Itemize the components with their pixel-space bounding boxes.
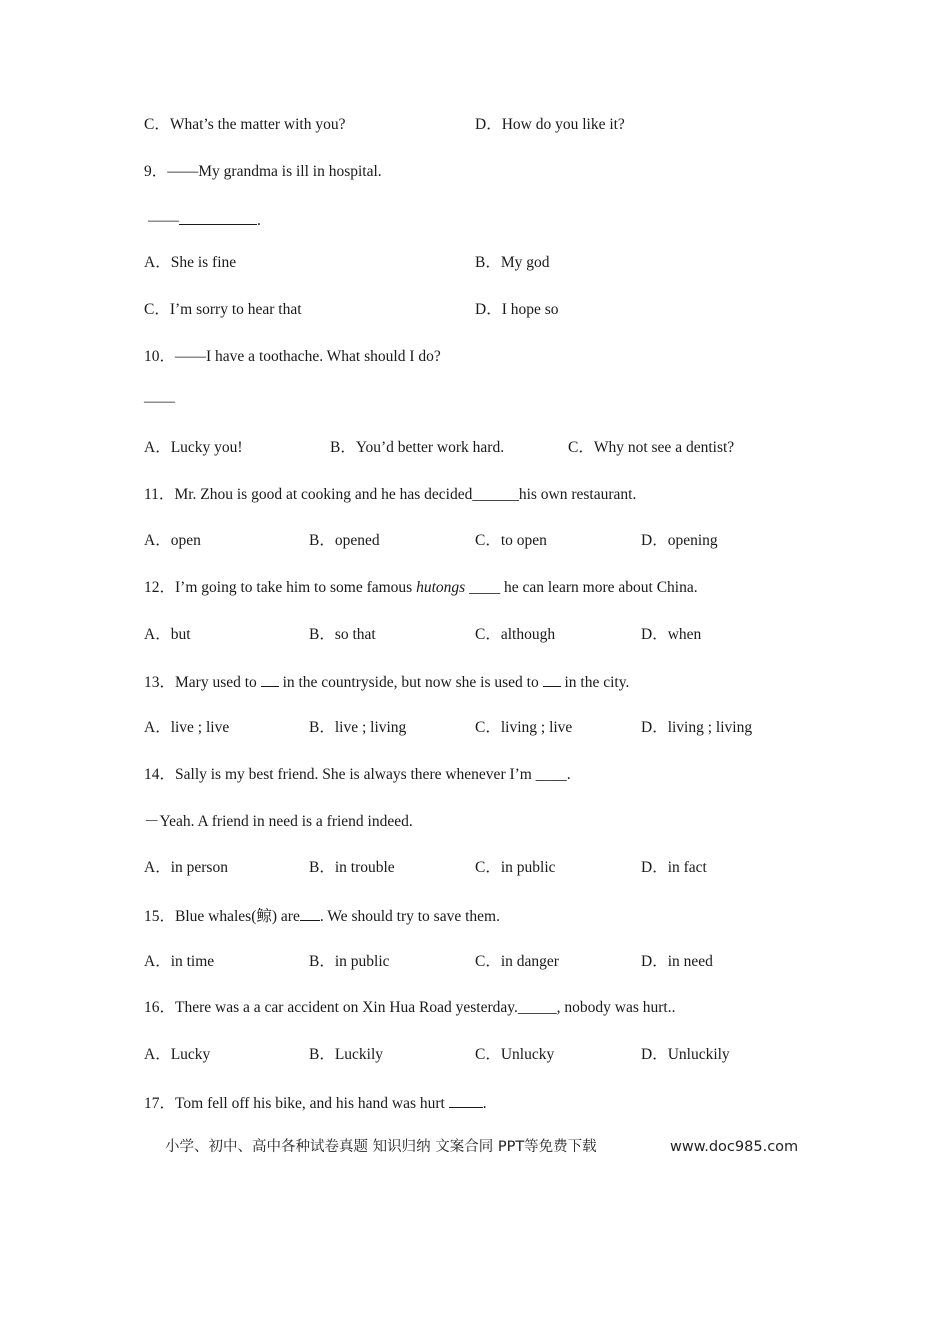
q14-stem-line xyxy=(144,765,571,785)
q14-reply: －Yeah. A friend in need is a friend indeed. xyxy=(144,813,413,830)
q12-stem-italic: hutongs xyxy=(416,579,466,596)
q17-answer-blank xyxy=(449,1092,483,1108)
q15-stem-after: . We should try to save them. xyxy=(319,908,500,925)
q16-number: 16． xyxy=(144,999,176,1016)
q16-option-a: A．Lucky xyxy=(144,1046,211,1063)
q13-number: 13． xyxy=(144,674,176,691)
q16-option-b: B．Luckily xyxy=(309,1046,384,1063)
q13-answer-blank-2 xyxy=(543,671,561,687)
q11-option-d: D．opening xyxy=(641,532,718,549)
q14-option-d: D．in fact xyxy=(641,859,707,876)
q9-number: 9． xyxy=(144,163,168,180)
q15-number: 15． xyxy=(144,908,176,925)
q9-answer-blank xyxy=(179,209,257,225)
q11-option-a: A．open xyxy=(144,532,201,549)
q16-stem-line xyxy=(144,998,675,1018)
q15-option-b: B．in public xyxy=(309,953,390,970)
q14-number: 14． xyxy=(144,766,176,783)
q14-option-c: C．in public xyxy=(475,859,556,876)
q11-stem-before: Mr. Zhou is good at cooking and he has decided xyxy=(174,486,473,503)
q13-option-d: D．living ; living xyxy=(641,719,753,736)
q15-stem-line xyxy=(144,905,500,927)
q9-reply-line xyxy=(148,209,261,231)
footer-link[interactable]: www.doc985.com xyxy=(670,1139,799,1155)
q12-answer-blank: ____ xyxy=(465,579,504,596)
q9-option-b: B．My god xyxy=(475,254,550,271)
q12-option-b: B．so that xyxy=(309,626,376,643)
q11-option-b: B．opened xyxy=(309,532,380,549)
q13-option-c: C．living ; live xyxy=(475,719,573,736)
q13-answer-blank-1 xyxy=(261,671,279,687)
q11-answer-blank: ______ xyxy=(472,486,519,503)
q9-option-c: C．I’m sorry to hear that xyxy=(144,301,302,318)
q15-stem-before: Blue whales(鲸) are xyxy=(175,908,300,925)
q17-stem-before: Tom fell off his bike, and his hand was hurt xyxy=(175,1095,449,1112)
q14-stem: Sally is my best friend. She is always there whenever I’m ____. xyxy=(175,766,571,783)
footer-text: 小学、初中、高中各种试卷真题 知识归纳 文案合同 PPT等免费下载 xyxy=(165,1139,597,1155)
q9-option-a: A．She is fine xyxy=(144,254,237,271)
q10-option-b: B．You’d better work hard. xyxy=(330,439,505,456)
q12-stem-before: I’m going to take him to some famous xyxy=(175,579,417,596)
q16-stem: There was a a car accident on Xin Hua Road yesterday._____, nobody was hurt.. xyxy=(175,999,676,1016)
q8-option-c: C．What’s the matter with you? xyxy=(144,116,346,133)
q14-option-b: B．in trouble xyxy=(309,859,395,876)
q9-stem: ——My grandma is ill in hospital. xyxy=(167,163,382,180)
q10-stem: ——I have a toothache. What should I do? xyxy=(175,348,441,365)
q8-option-d: D．How do you like it? xyxy=(475,116,625,133)
q9-option-d: D．I hope so xyxy=(475,301,559,318)
q13-stem-line xyxy=(144,671,629,693)
q12-option-a: A．but xyxy=(144,626,191,643)
q15-answer-blank xyxy=(300,905,320,921)
q11-stem-after: his own restaurant. xyxy=(518,486,637,503)
q12-option-c: C．although xyxy=(475,626,556,643)
q16-option-c: C．Unlucky xyxy=(475,1046,555,1063)
q10-reply: —— xyxy=(144,393,175,410)
q13-stem-part3: in the city. xyxy=(560,674,630,691)
q11-stem-line xyxy=(144,485,636,505)
q13-option-b: B．live ; living xyxy=(309,719,407,736)
q17-stem-after: . xyxy=(482,1095,487,1112)
q9-stem-line xyxy=(144,162,382,182)
q10-option-a: A．Lucky you! xyxy=(144,439,243,456)
q10-stem-line xyxy=(144,347,441,367)
q13-stem-part1: Mary used to xyxy=(175,674,261,691)
q16-option-d: D．Unluckily xyxy=(641,1046,730,1063)
q15-option-c: C．in danger xyxy=(475,953,559,970)
q12-stem-after: he can learn more about China. xyxy=(503,579,698,596)
q9-reply-suffix: . xyxy=(257,212,261,229)
q11-number: 11． xyxy=(144,486,175,503)
q13-option-a: A．live ; live xyxy=(144,719,230,736)
q10-number: 10． xyxy=(144,348,176,365)
q17-number: 17． xyxy=(144,1095,176,1112)
q17-stem-line xyxy=(144,1092,487,1114)
q13-stem-part2: in the countryside, but now she is used to xyxy=(278,674,543,691)
q10-option-c: C．Why not see a dentist? xyxy=(568,439,735,456)
q12-option-d: D．when xyxy=(641,626,702,643)
q14-option-a: A．in person xyxy=(144,859,228,876)
q15-option-d: D．in need xyxy=(641,953,713,970)
q12-stem-line xyxy=(144,578,698,598)
q11-option-c: C．to open xyxy=(475,532,547,549)
q15-option-a: A．in time xyxy=(144,953,215,970)
q12-number: 12． xyxy=(144,579,176,596)
q9-reply-prefix: —— xyxy=(148,212,179,229)
